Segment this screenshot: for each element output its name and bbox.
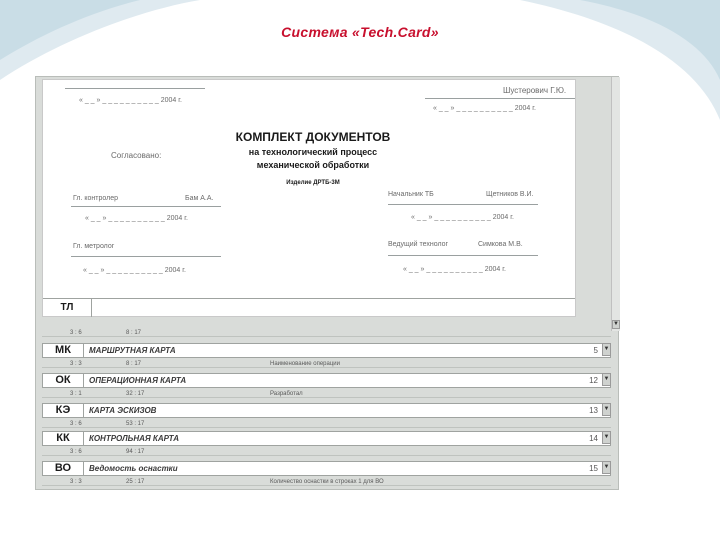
chief-controller-name: Бам А.А. [185, 195, 214, 202]
tl-code: ТЛ [43, 299, 92, 317]
date-line: « _ _ » _ _ _ _ _ _ _ _ _ _ 2004 г. [85, 215, 188, 222]
row-page: 12 [589, 376, 598, 385]
date-line: « _ _ » _ _ _ _ _ _ _ _ _ _ 2004 г. [411, 214, 514, 221]
document-row-ke[interactable] [42, 403, 611, 418]
row-name: Ведомость оснастки [89, 464, 178, 473]
row-scroll-button[interactable]: ▼ [602, 461, 611, 474]
document-row-kk[interactable] [42, 431, 611, 446]
row-code: ОК [43, 374, 84, 387]
vertical-scrollbar[interactable] [611, 77, 620, 331]
parameter-row: 3 : 6 53 : 17 [42, 420, 611, 428]
slide-title: Система «Tech.Card» [281, 24, 439, 40]
signature-line [388, 204, 538, 205]
agreed-label: Согласовано: [111, 151, 162, 160]
signature-line [71, 206, 221, 207]
chief-metrologist-label: Гл. метролог [73, 243, 115, 250]
date-line: « _ _ » _ _ _ _ _ _ _ _ _ _ 2004 г. [83, 267, 186, 274]
row-code: МК [43, 344, 84, 357]
signature-line [425, 98, 575, 99]
head-tb-name: Щетников В.И. [486, 191, 534, 198]
row-page: 13 [589, 406, 598, 415]
document-heading: КОМПЛЕКТ ДОКУМЕНТОВ [235, 130, 391, 144]
head-tb-label: Начальник ТБ [388, 191, 434, 198]
row-page: 5 [593, 346, 598, 355]
title-page [42, 79, 576, 317]
document-row-ok[interactable] [42, 373, 611, 388]
row-name: МАРШРУТНАЯ КАРТА [89, 346, 176, 355]
parameter-row: 3 : 3 8 : 17 Наименование операции [42, 360, 611, 368]
document-row-mk[interactable] [42, 343, 611, 358]
row-page: 15 [589, 464, 598, 473]
signature-line [388, 255, 538, 256]
document-window [35, 76, 619, 490]
document-subheading: механической обработки [256, 160, 370, 170]
row-name: КАРТА ЭСКИЗОВ [89, 406, 157, 415]
product-label: Изделие ДРТБ-3М [286, 180, 340, 186]
date-line: « _ _ » _ _ _ _ _ _ _ _ _ _ 2004 г. [79, 97, 182, 104]
chief-controller-label: Гл. контролер [73, 195, 118, 202]
parameter-row: 3 : 1 32 : 17 Разработал [42, 390, 611, 398]
approver-name: Шустерович Г.Ю. [503, 86, 567, 95]
scroll-down-button[interactable]: ▼ [613, 321, 619, 327]
row-scroll-button[interactable]: ▼ [602, 343, 611, 356]
parameter-row: 3 : 6 8 : 17 [42, 329, 611, 337]
row-scroll-button[interactable]: ▼ [602, 431, 611, 444]
document-row-vo[interactable] [42, 461, 611, 476]
signature-line [65, 88, 205, 89]
row-code: КК [43, 432, 84, 445]
row-code: КЭ [43, 404, 84, 417]
row-scroll-button[interactable]: ▼ [602, 403, 611, 416]
date-line: « _ _ » _ _ _ _ _ _ _ _ _ _ 2004 г. [433, 105, 536, 112]
parameter-row: 3 : 3 25 : 17 Количество оснастки в строках 1 для ВО [42, 478, 611, 486]
tl-row[interactable] [43, 298, 575, 317]
lead-technologist-label: Ведущий технолог [388, 241, 449, 248]
lead-technologist-name: Симкова М.В. [478, 241, 523, 248]
row-page: 14 [589, 434, 598, 443]
document-subheading: на технологический процесс [248, 147, 378, 157]
signature-line [71, 256, 221, 257]
date-line: « _ _ » _ _ _ _ _ _ _ _ _ _ 2004 г. [403, 266, 506, 273]
parameter-row: 3 : 6 94 : 17 [42, 448, 611, 456]
row-scroll-button[interactable]: ▼ [602, 373, 611, 386]
row-name: ОПЕРАЦИОННАЯ КАРТА [89, 376, 187, 385]
row-name: КОНТРОЛЬНАЯ КАРТА [89, 434, 180, 443]
row-code: ВО [43, 462, 84, 475]
